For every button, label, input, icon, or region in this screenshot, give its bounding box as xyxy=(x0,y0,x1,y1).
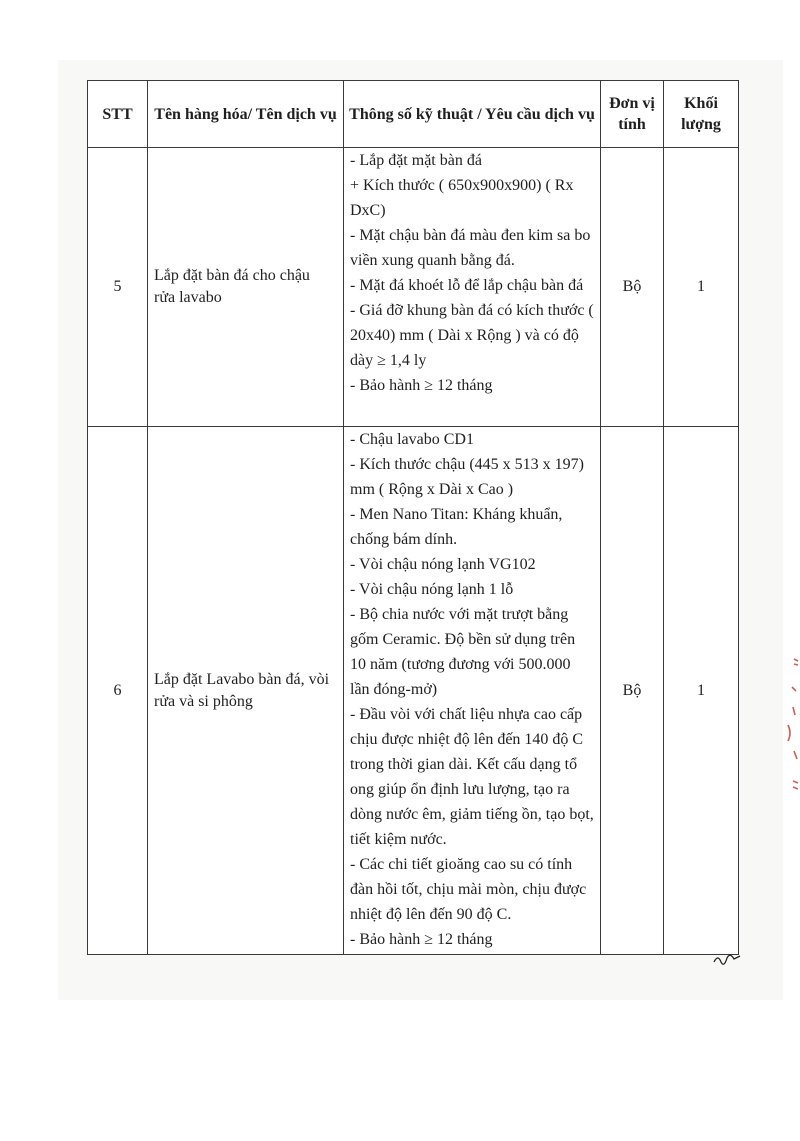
spec-line: - Các chi tiết gioăng cao su có tính đàn hồi tốt, chịu mài mòn, chịu được nhiệt độ lên đến 90 độ C. xyxy=(350,856,587,923)
header-stt: STT xyxy=(88,81,148,148)
spec-line: - Giá đỡ khung bàn đá có kích thước ( 20x40) mm ( Dài x Rộng ) và có độ dày ≥ 1,4 ly xyxy=(350,302,594,369)
row-item-name: Lắp đặt bàn đá cho chậu rửa lavabo xyxy=(148,148,344,427)
spec-line: - Bảo hành ≥ 12 tháng xyxy=(350,377,493,394)
row-unit: Bộ xyxy=(601,148,664,427)
header-item-name: Tên hàng hóa/ Tên dịch vụ xyxy=(148,81,344,148)
row-stt: 6 xyxy=(88,427,148,955)
spec-line: - Bộ chia nước với mặt trượt bằng gốm Ceramic. Độ bền sử dụng trên 10 năm (tương đương với 500.000 lần đóng-mở) xyxy=(350,606,576,698)
row-stt: 5 xyxy=(88,148,148,427)
row-item-name: Lắp đặt Lavabo bàn đá, vòi rửa và si phông xyxy=(148,427,344,955)
header-quantity: Khối lượng xyxy=(664,81,739,148)
table-header-row xyxy=(88,81,739,148)
spec-line: - Men Nano Titan: Kháng khuẩn, chống bám dính. xyxy=(350,506,563,548)
spec-line: - Đầu vòi với chất liệu nhựa cao cấp chịu được nhiệt độ lên đến 140 độ C trong thời gian dài. Kết cấu dạng tổ ong giúp ổn định lưu lượng, tạo ra dòng nước êm, giảm tiếng ồn, tạo bọt, tiết kiệm nước. xyxy=(350,706,594,848)
red-stamp-edge-mark xyxy=(778,655,800,795)
spec-line: - Chậu lavabo CD1 xyxy=(350,431,474,448)
table-row xyxy=(88,148,739,427)
table-row xyxy=(88,427,739,955)
spec-line: - Lắp đặt mặt bàn đá xyxy=(350,152,482,169)
header-spec: Thông số kỹ thuật / Yêu cầu dịch vụ xyxy=(344,81,601,148)
spec-line: + Kích thước ( 650x900x900) ( Rx DxC) xyxy=(350,177,574,219)
spec-line: - Mặt chậu bàn đá màu đen kim sa bo viền xung quanh bằng đá. xyxy=(350,227,591,269)
row-quantity: 1 xyxy=(664,427,739,955)
spec-line: - Vòi chậu nóng lạnh 1 lỗ xyxy=(350,581,514,598)
row-quantity: 1 xyxy=(664,148,739,427)
row-spec xyxy=(344,148,601,427)
spec-line: - Bảo hành ≥ 12 tháng xyxy=(350,931,493,948)
row-unit: Bộ xyxy=(601,427,664,955)
spec-line: - Mặt đá khoét lỗ để lắp chậu bàn đá xyxy=(350,277,584,294)
row-spec xyxy=(344,427,601,955)
spec-line: - Vòi chậu nóng lạnh VG102 xyxy=(350,556,536,573)
spec-line: - Kích thước chậu (445 x 513 x 197) mm ( Rộng x Dài x Cao ) xyxy=(350,456,584,498)
spec-table xyxy=(87,80,739,955)
header-unit: Đơn vị tính xyxy=(601,81,664,148)
handwritten-initial xyxy=(712,950,742,968)
